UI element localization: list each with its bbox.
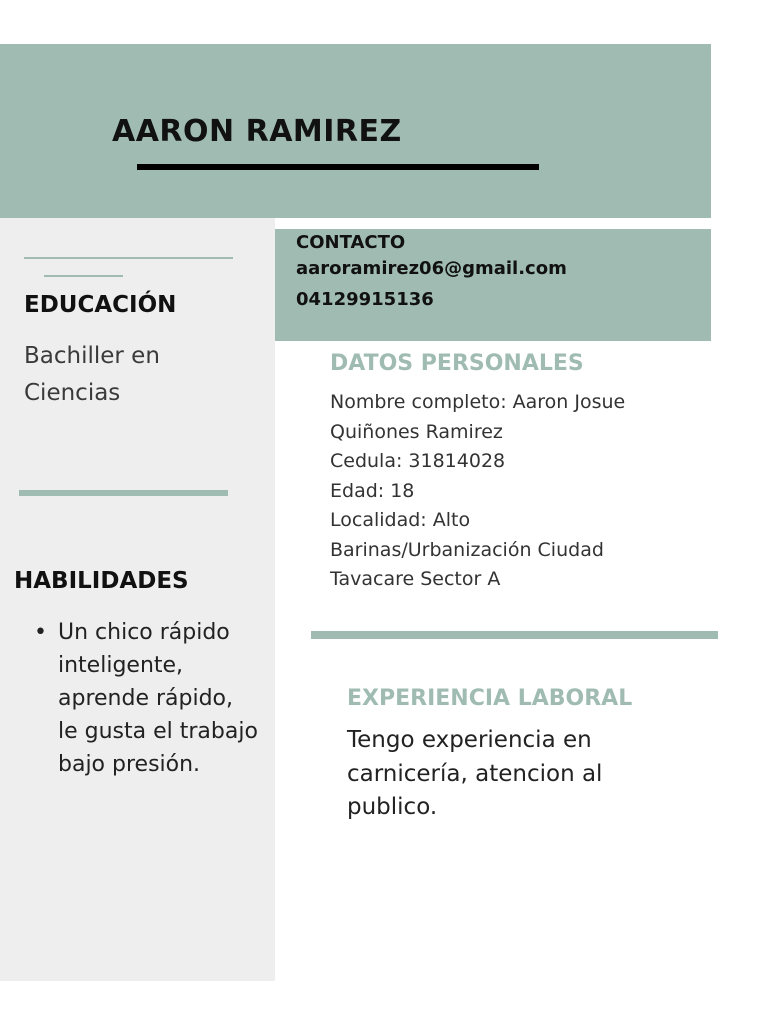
experience-heading: EXPERIENCIA LABORAL: [347, 686, 633, 711]
personal-heading: DATOS PERSONALES: [330, 351, 584, 376]
personal-data: [330, 388, 670, 595]
divider: [24, 257, 233, 259]
experience-text: Tengo experiencia en carnicería, atencion al publico.: [347, 727, 603, 820]
divider: [311, 631, 718, 639]
personal-line: Barinas/Urbanización Ciudad: [330, 538, 604, 561]
contact-phone: 04129915136: [296, 289, 434, 310]
skills-heading: HABILIDADES: [14, 568, 189, 594]
education-text: Bachiller en Ciencias: [24, 343, 160, 406]
list-item: [34, 616, 258, 781]
education-heading: EDUCACIÓN: [24, 292, 177, 318]
bullet-icon: •: [34, 620, 47, 645]
divider: [44, 275, 123, 277]
personal-line: Localidad: Alto: [330, 509, 471, 531]
personal-line: Nombre completo: Aaron Josue: [330, 391, 626, 413]
personal-line: Edad: 18: [330, 479, 415, 502]
contact-email: aaroramirez06@gmail.com: [296, 258, 567, 279]
skill-text: Un chico rápido inteligente, aprende rápido, le gusta el trabajo bajo presión.: [58, 620, 258, 777]
sidebar: [0, 218, 275, 981]
skills-list: [34, 616, 258, 781]
title-underline: [137, 164, 539, 170]
personal-line: Cedula: 31814028: [330, 450, 506, 472]
personal-line: Tavacare Sector A: [330, 568, 501, 590]
divider: [19, 490, 228, 496]
personal-line: Quiñones Ramirez: [330, 420, 503, 443]
page-title: AARON RAMIREZ: [112, 114, 402, 149]
contact-heading: CONTACTO: [296, 232, 406, 253]
